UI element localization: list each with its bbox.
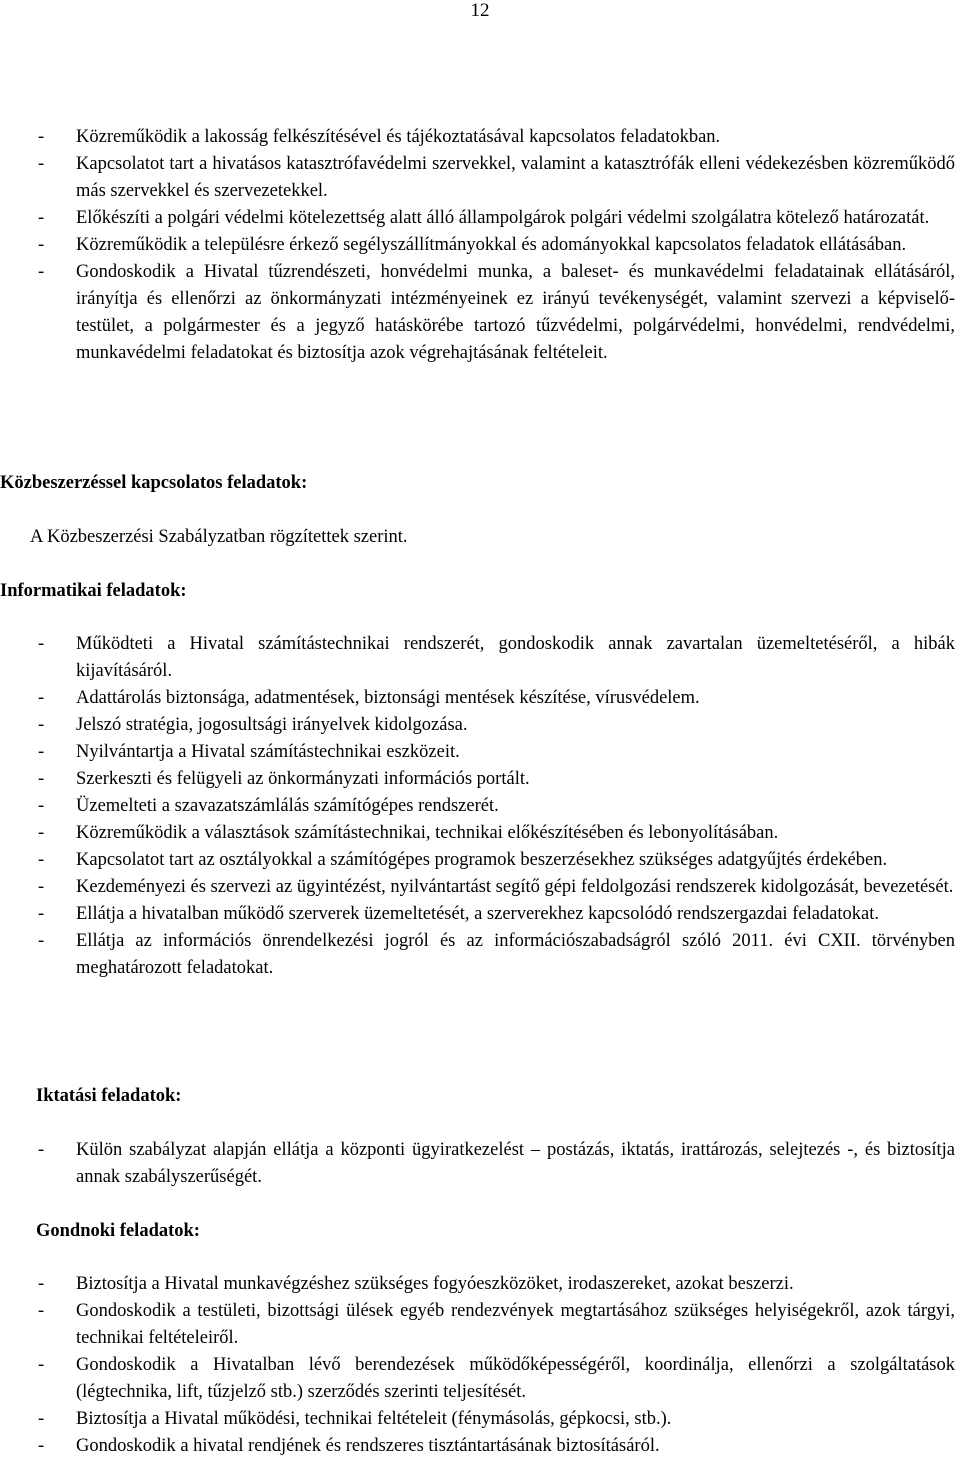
- list-item: [0, 739, 960, 766]
- list-dash: -: [38, 688, 45, 708]
- list-item-text: Kapcsolatot tart a hivatásos katasztrófavédelmi szervekkel, valamint a katasztrófák elleni védekezésben közreműködő más szervekkel és szervezetekkel.: [76, 154, 955, 201]
- list-item: [0, 1271, 960, 1298]
- list-dash: -: [38, 154, 45, 174]
- list-item-text: Közreműködik a lakosság felkészítésével és tájékoztatásával kapcsolatos feladatokban.: [76, 127, 721, 147]
- list-item: [0, 232, 960, 259]
- list-item-text: Kezdeményezi és szervezi az ügyintézést, nyilvántartást segítő gépi feldolgozási rendszerek kidolgozását, bevezetését.: [76, 877, 954, 897]
- list-item: [0, 1298, 960, 1352]
- list-dash: -: [38, 127, 45, 147]
- filing-task-list: [0, 1137, 960, 1191]
- list-dash: -: [38, 634, 45, 654]
- list-dash: -: [38, 208, 45, 228]
- list-dash: -: [38, 1355, 45, 1375]
- list-item-text: Jelszó stratégia, jogosultsági irányelvek kidolgozása.: [76, 715, 468, 735]
- list-item-text: Előkészíti a polgári védelmi kötelezettség alatt álló állampolgárok polgári védelmi szolgálatra kötelező határozatát.: [76, 208, 930, 228]
- list-item: [0, 259, 960, 367]
- list-dash: -: [38, 1301, 45, 1321]
- section-heading-filing: Iktatási feladatok:: [36, 1086, 182, 1106]
- list-item: [0, 685, 960, 712]
- list-item-text: Gondoskodik a Hivatal tűzrendészeti, honvédelmi munka, a baleset- és munkavédelmi feladatainak ellátásáról, irányítja és ellenőrzi az önkormányzati intézményeinek ez irányú tevékenységét, valamint szervezi a képviselő-testület, a polgármester és a jegyző hatáskörébe tartozó tűzvédelmi, polgárvédelmi, honvédelmi, rendvédelmi, munkavédelmi feladatokat és biztosítja azok végrehajtásának feltételeit.: [76, 262, 955, 363]
- list-item: [0, 124, 960, 151]
- section-heading-procurement: Közbeszerzéssel kapcsolatos feladatok:: [0, 473, 308, 493]
- list-dash: -: [38, 715, 45, 735]
- list-dash: -: [38, 823, 45, 843]
- list-item-text: Ellátja a hivatalban működő szerverek üzemeltetését, a szerverekhez kapcsolódó rendszergazdai feladatokat.: [76, 904, 879, 924]
- list-item-text: Gondoskodik a Hivatalban lévő berendezések működőképességéről, koordinálja, ellenőrzi a szolgáltatások (légtechnika, lift, tűzjelző stb.) szerződés szerinti teljesítését.: [76, 1355, 955, 1402]
- section-heading-facilities: Gondnoki feladatok:: [36, 1221, 200, 1241]
- list-item: [0, 847, 960, 874]
- list-item: [0, 874, 960, 901]
- list-dash: -: [38, 877, 45, 897]
- list-item-text: Gondoskodik a hivatal rendjének és rendszeres tisztántartásának biztosításáról.: [76, 1436, 660, 1456]
- list-item-text: Biztosítja a Hivatal működési, technikai feltételeit (fénymásolás, gépkocsi, stb.).: [76, 1409, 672, 1429]
- facilities-task-list: [0, 1271, 960, 1460]
- list-dash: -: [38, 1140, 45, 1160]
- list-item: [0, 793, 960, 820]
- list-item: [0, 820, 960, 847]
- list-item-text: Külön szabályzat alapján ellátja a központi ügyiratkezelést – postázás, iktatás, irattározás, selejtezés -, és biztosítja annak szabályszerűségét.: [76, 1140, 955, 1187]
- section-heading-it: Informatikai feladatok:: [0, 581, 187, 601]
- list-dash: -: [38, 850, 45, 870]
- list-dash: -: [38, 262, 45, 282]
- list-item-text: Szerkeszti és felügyeli az önkormányzati információs portált.: [76, 769, 530, 789]
- list-dash: -: [38, 1436, 45, 1456]
- list-dash: -: [38, 1409, 45, 1429]
- list-item: [0, 205, 960, 232]
- list-item: [0, 766, 960, 793]
- list-item: [0, 712, 960, 739]
- list-dash: -: [38, 931, 45, 951]
- list-dash: -: [38, 742, 45, 762]
- list-dash: -: [38, 796, 45, 816]
- list-item-text: Kapcsolatot tart az osztályokkal a számítógépes programok beszerzésekhez szükséges adatgyűjtés érdekében.: [76, 850, 888, 870]
- list-item-text: Adattárolás biztonsága, adatmentések, biztonsági mentések készítése, vírusvédelem.: [76, 688, 700, 708]
- list-dash: -: [38, 769, 45, 789]
- list-item: [0, 631, 960, 685]
- list-item-text: Közreműködik a településre érkező segélyszállítmányokkal és adományokkal kapcsolatos feladatok ellátásában.: [76, 235, 907, 255]
- list-item: [0, 1406, 960, 1433]
- list-item-text: Gondoskodik a testületi, bizottsági ülések egyéb rendezvények megtartásához szükséges helyiségekről, azok tárgyi, technikai feltételeiről.: [76, 1301, 955, 1348]
- list-item-text: Nyilvántartja a Hivatal számítástechnikai eszközeit.: [76, 742, 460, 762]
- list-item-text: Biztosítja a Hivatal munkavégzéshez szükséges fogyóeszközöket, irodaszereket, azokat beszerzi.: [76, 1274, 794, 1294]
- list-item-text: Üzemelteti a szavazatszámlálás számítógépes rendszerét.: [76, 796, 499, 816]
- list-item: [0, 1433, 960, 1460]
- list-item-text: Ellátja az információs önrendelkezési jogról és az információszabadságról szóló 2011. évi CXII. törvényben meghatározott feladatokat.: [76, 931, 955, 978]
- list-item: [0, 1137, 960, 1191]
- list-dash: -: [38, 235, 45, 255]
- list-item: [0, 901, 960, 928]
- page-number: 12: [470, 0, 490, 21]
- list-item: [0, 151, 960, 205]
- list-item: [0, 1352, 960, 1406]
- list-item-text: Közreműködik a választások számítástechnikai, technikai előkészítésében és lebonyolításában.: [76, 823, 779, 843]
- list-item-text: Működteti a Hivatal számítástechnikai rendszerét, gondoskodik annak zavartalan üzemeltetéséről, a hibák kijavításáról.: [76, 634, 955, 681]
- list-item: [0, 928, 960, 982]
- list-dash: -: [38, 904, 45, 924]
- civil-defence-list: [0, 124, 960, 367]
- procurement-text: A Közbeszerzési Szabályzatban rögzítettek szerint.: [30, 527, 408, 547]
- list-dash: -: [38, 1274, 45, 1294]
- it-task-list: [0, 631, 960, 982]
